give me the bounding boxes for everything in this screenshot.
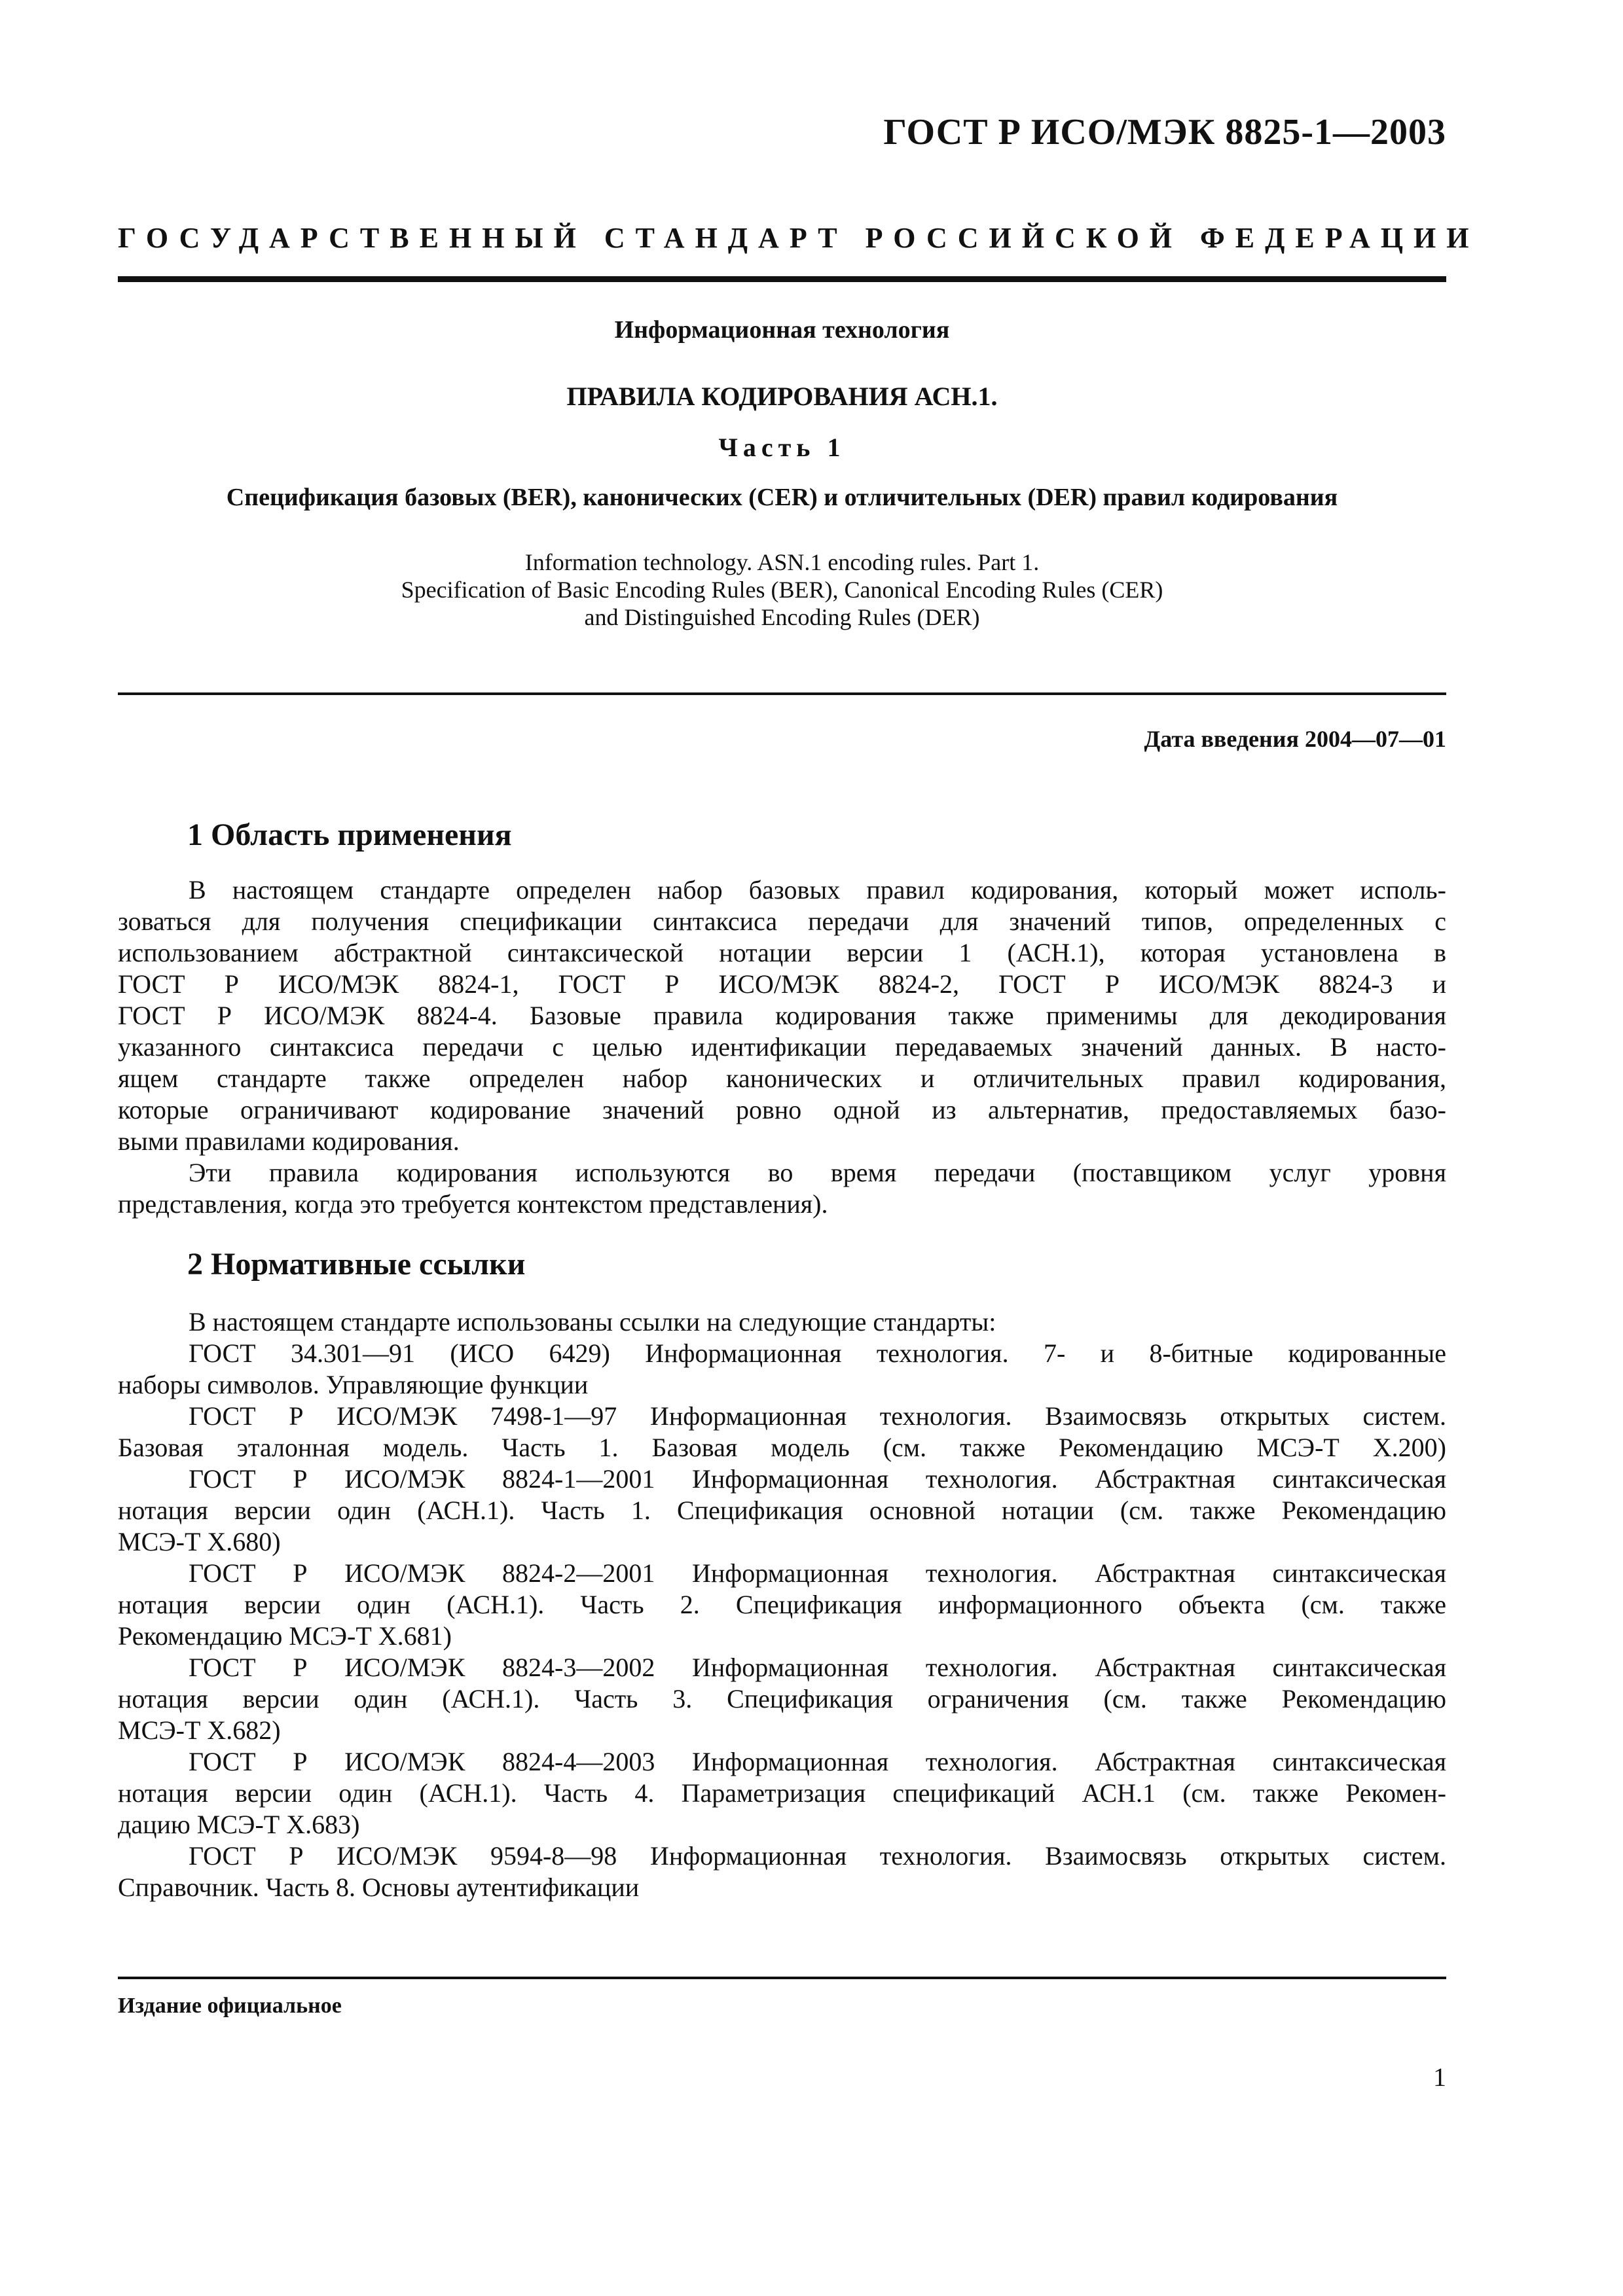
reference-line: наборы символов. Управляющие функции	[118, 1370, 589, 1399]
document-subject: Информационная технология	[614, 316, 950, 344]
text-line: Эти правила кодирования используются во время передачи (поставщиком услуг уровня	[189, 1158, 1446, 1187]
reference-line: ГОСТ Р ИСО/МЭК 8824-3—2002 Информационная технология. Абстрактная синтаксическая	[189, 1653, 1446, 1682]
page-number: 1	[1433, 2062, 1446, 2092]
text-line: выми правилами кодирования.	[118, 1126, 460, 1156]
text-line: указанного синтаксиса передачи с целью идентификации передаваемых значений данных. В насто-	[118, 1032, 1446, 1062]
text-line: В настоящем стандарте определен набор базовых правил кодирования, который может исполь-	[189, 875, 1446, 905]
reference-line: Базовая эталонная модель. Часть 1. Базовая модель (см. также Рекомендацию МСЭ-Т Х.200)	[118, 1433, 1446, 1462]
reference-line: нотация версии один (АСН.1). Часть 4. Параметризация спецификаций АСН.1 (см. также Рекомен-	[118, 1778, 1446, 1808]
introduction-date: Дата введения 2004—07—01	[1144, 726, 1446, 752]
document-subtitle: Спецификация базовых (BER), канонических (CER) и отличительных (DER) правил кодирования	[226, 484, 1338, 511]
document-title: ПРАВИЛА КОДИРОВАНИЯ АСН.1.	[566, 382, 998, 411]
text-line: ГОСТ Р ИСО/МЭК 8824-4. Базовые правила кодирования также применимы для декодирования	[118, 1001, 1446, 1030]
english-title-line: and Distinguished Encoding Rules (DER)	[584, 604, 980, 630]
section-heading: 2 Нормативные ссылки	[187, 1247, 526, 1282]
reference-line: Рекомендацию МСЭ-Т Х.681)	[118, 1621, 452, 1651]
reference-line: МСЭ-Т Х.682)	[118, 1715, 281, 1745]
reference-line: нотация версии один (АСН.1). Часть 1. Спецификация основной нотации (см. также Рекомендацию	[118, 1496, 1446, 1525]
text-line: зоваться для получения спецификации синтаксиса передачи для значений типов, определенных с	[118, 906, 1446, 936]
reference-line: ГОСТ Р ИСО/МЭК 8824-2—2001 Информационная технология. Абстрактная синтаксическая	[189, 1558, 1446, 1588]
english-title-line: Specification of Basic Encoding Rules (BER), Canonical Encoding Rules (CER)	[401, 577, 1163, 603]
english-title-line: Information technology. ASN.1 encoding rules. Part 1.	[524, 549, 1040, 575]
text-line: ГОСТ Р ИСО/МЭК 8824-1, ГОСТ Р ИСО/МЭК 8824-2, ГОСТ Р ИСО/МЭК 8824-3 и	[118, 969, 1446, 999]
reference-line: нотация версии один (АСН.1). Часть 3. Спецификация ограничения (см. также Рекомендацию	[118, 1684, 1446, 1713]
section-heading: 1 Область применения	[187, 817, 512, 852]
text-line: которые ограничивают кодирование значений ровно одной из альтернатив, предоставляемых базо-	[118, 1095, 1446, 1124]
reference-line: нотация версии один (АСН.1). Часть 2. Спецификация информационного объекта (см. также	[118, 1590, 1446, 1619]
text-line: использованием абстрактной синтаксической нотации версии 1 (АСН.1), которая установлена в	[118, 938, 1446, 967]
reference-line: ГОСТ Р ИСО/МЭК 7498-1—97 Информационная технология. Взаимосвязь открытых систем.	[189, 1401, 1446, 1431]
part-label: Часть 1	[718, 433, 846, 462]
reference-line: МСЭ-Т Х.680)	[118, 1527, 281, 1556]
reference-line: Справочник. Часть 8. Основы аутентификации	[118, 1873, 640, 1902]
text-line: представления, когда это требуется контекстом представления).	[118, 1189, 828, 1219]
footer-rule	[118, 1977, 1446, 1979]
reference-line: ГОСТ Р ИСО/МЭК 9594-8—98 Информационная технология. Взаимосвязь открытых систем.	[189, 1841, 1446, 1871]
reference-line: ГОСТ Р ИСО/МЭК 8824-4—2003 Информационная технология. Абстрактная синтаксическая	[189, 1747, 1446, 1776]
reference-line: дацию МСЭ-Т Х.683)	[118, 1810, 360, 1839]
state-standard-heading: ГОСУДАРСТВЕННЫЙ СТАНДАРТ РОССИЙСКОЙ ФЕДЕРАЦИИ	[118, 222, 1480, 254]
top-rule	[118, 276, 1446, 282]
document-code: ГОСТ Р ИСО/МЭК 8825-1—2003	[883, 112, 1446, 152]
edition-label: Издание официальное	[118, 1994, 342, 2018]
text-line: ящем стандарте также определен набор канонических и отличительных правил кодирования,	[118, 1064, 1446, 1093]
reference-line: ГОСТ Р ИСО/МЭК 8824-1—2001 Информационная технология. Абстрактная синтаксическая	[189, 1464, 1446, 1494]
title-rule	[118, 692, 1446, 695]
text-line: В настоящем стандарте использованы ссылки на следующие стандарты:	[189, 1307, 996, 1336]
reference-line: ГОСТ 34.301—91 (ИСО 6429) Информационная технология. 7- и 8-битные кодированные	[189, 1338, 1446, 1368]
